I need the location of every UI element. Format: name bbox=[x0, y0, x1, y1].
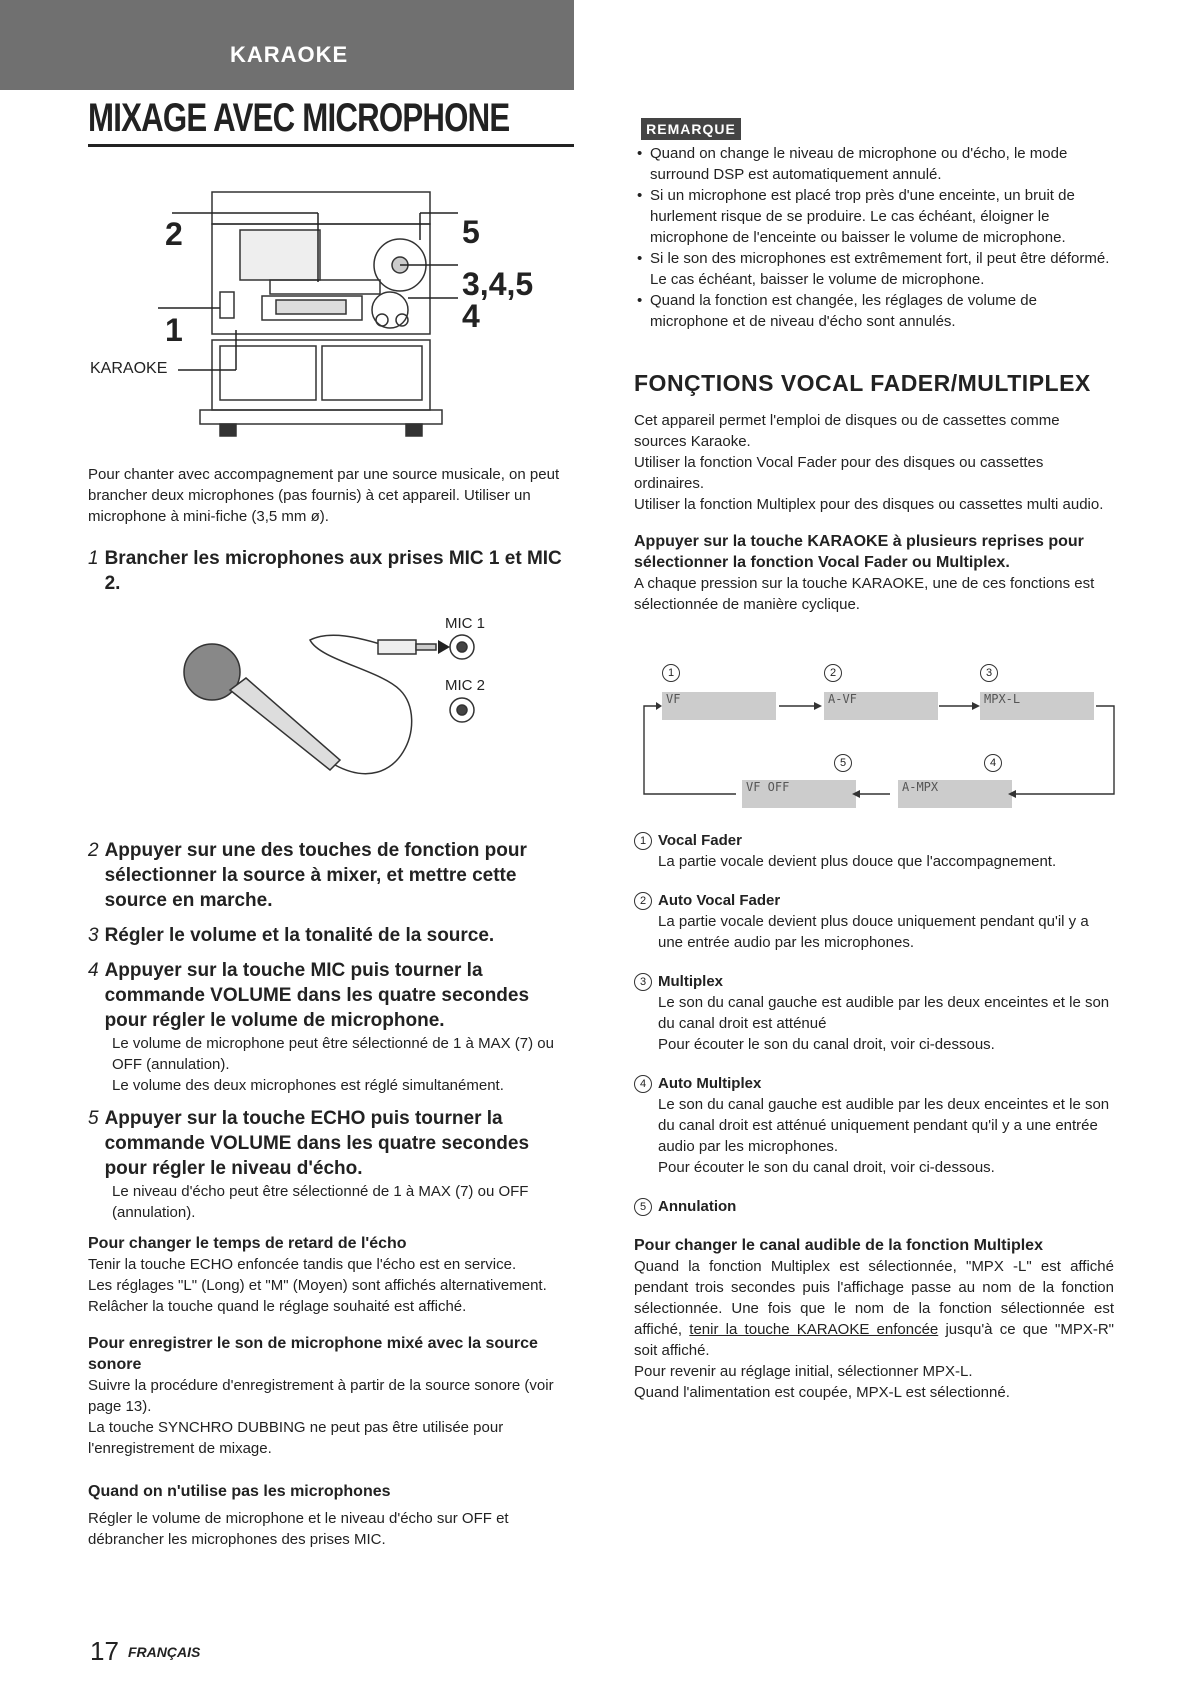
def-auto-multiplex bbox=[634, 1073, 1114, 1094]
page-number: 17 bbox=[90, 1636, 119, 1666]
def-label-5: Annulation bbox=[658, 1198, 737, 1215]
def-num-3: 3 bbox=[634, 973, 652, 991]
remarque-item: • Quand la fonction est changée, les réglages de volume de microphone et de niveau d'écho sont annulés. bbox=[634, 290, 1114, 332]
section-label: KARAOKE bbox=[230, 42, 349, 67]
vocal-intro-line-3: Utiliser la fonction Multiplex pour des disques ou cassettes multi audio. bbox=[634, 496, 1104, 513]
step-2-text: Appuyer sur une des touches de fonction pour sélectionner la source à mixer, et mettre cette source en marche. bbox=[104, 840, 527, 911]
display-a-mpx: A-MPX bbox=[898, 780, 1012, 808]
vocal-definitions bbox=[634, 830, 1114, 1403]
display-mpx-l: MPX-L bbox=[980, 692, 1094, 720]
step-4-note-1: Le volume de microphone peut être sélectionné de 1 à MAX (7) ou OFF (annulation). bbox=[112, 1035, 554, 1073]
mic1-label: MIC 1 bbox=[445, 615, 486, 632]
def-label-3: Multiplex bbox=[658, 973, 724, 990]
def-text-3a: Le son du canal gauche est audible par les deux enceintes et le son du canal droit est atténué bbox=[658, 994, 1110, 1032]
no-mic-title: Quand on n'utilise pas les microphones bbox=[88, 1483, 391, 1500]
def-annulation bbox=[634, 1196, 1114, 1217]
echo-delay-line-1: Tenir la touche ECHO enfoncée tandis que l'écho est en service. bbox=[88, 1256, 517, 1273]
vocal-section-title: FONÇTIONS VOCAL FADER/MULTIPLEX bbox=[634, 370, 1091, 396]
def-text-3b: Pour écouter le son du canal droit, voir ci-dessous. bbox=[658, 1036, 995, 1053]
step-4-note-2: Le volume des deux microphones est réglé simultanément. bbox=[112, 1077, 504, 1094]
step-1-number: 1 bbox=[88, 548, 99, 569]
echo-delay-line-2: Les réglages "L" (Long) et "M" (Moyen) sont affichés alternativement. Relâcher la touche quand le réglage souhaité est affiché. bbox=[88, 1277, 547, 1315]
remarque-list bbox=[634, 143, 1114, 332]
def-label-4: Auto Multiplex bbox=[658, 1075, 762, 1092]
cycle-num-1: 1 bbox=[662, 664, 680, 682]
remarque-badge: REMARQUE bbox=[641, 118, 741, 140]
step-4-number: 4 bbox=[88, 960, 99, 981]
callout-5: 5 bbox=[462, 214, 480, 250]
vocal-intro-line-1: Cet appareil permet l'emploi de disques ou de cassettes comme sources Karaoke. bbox=[634, 412, 1060, 450]
def-label-2: Auto Vocal Fader bbox=[658, 892, 781, 909]
title-divider bbox=[88, 144, 574, 147]
def-text-1: La partie vocale devient plus douce que l'accompagnement. bbox=[658, 853, 1057, 870]
cycle-num-4: 4 bbox=[984, 754, 1002, 772]
def-label-1: Vocal Fader bbox=[658, 832, 742, 849]
microphone-illustration bbox=[170, 630, 510, 800]
record-mix-line-2: La touche SYNCHRO DUBBING ne peut pas être utilisée pour l'enregistrement de mixage. bbox=[88, 1419, 504, 1457]
def-vocal-fader bbox=[634, 830, 1114, 851]
remarque-item: • Si le son des microphones est extrêmement fort, il peut être déformé. Le cas échéant, baisser le volume de microphone. bbox=[634, 248, 1114, 290]
step-1-text: Brancher les microphones aux prises MIC 1 et MIC 2. bbox=[104, 548, 562, 594]
callout-1: 1 bbox=[165, 312, 183, 348]
echo-delay-title: Pour changer le temps de retard de l'écho bbox=[88, 1235, 407, 1252]
step-5-text: Appuyer sur la touche ECHO puis tourner la commande VOLUME dans les quatre secondes pour régler le niveau d'écho. bbox=[104, 1108, 530, 1179]
def-text-4b: Pour écouter le son du canal droit, voir ci-dessous. bbox=[658, 1159, 995, 1176]
def-num-4: 4 bbox=[634, 1075, 652, 1093]
device-illustration bbox=[90, 180, 550, 450]
def-text-2: La partie vocale devient plus douce uniquement pendant qu'il y a une entrée audio par les microphones. bbox=[658, 913, 1089, 951]
step-5 bbox=[88, 1106, 574, 1181]
change-text-underlined: tenir la touche KARAOKE enfoncée bbox=[689, 1321, 939, 1338]
cycle-num-5: 5 bbox=[834, 754, 852, 772]
vocal-intro-line-2: Utiliser la fonction Vocal Fader pour des disques ou cassettes ordinaires. bbox=[634, 454, 1044, 492]
vocal-instruction: Appuyer sur la touche KARAOKE à plusieurs reprises pour sélectionner la fonction Vocal Fader ou Multiplex. bbox=[634, 533, 1084, 571]
def-text-4a: Le son du canal gauche est audible par les deux enceintes et le son du canal droit est atténué uniquement pendant qu'il y a une entrée audio par les microphones. bbox=[658, 1096, 1110, 1155]
step-2 bbox=[88, 838, 574, 913]
remarque-item: • Quand on change le niveau de microphone ou d'écho, le mode surround DSP est automatiquement annulé. bbox=[634, 143, 1114, 185]
vocal-instruction-note: A chaque pression sur la touche KARAOKE, une de ces fonctions est sélectionnée de manière cyclique. bbox=[634, 575, 1095, 613]
page-title: MIXAGE AVEC MICROPHONE bbox=[88, 96, 510, 140]
step-3 bbox=[88, 923, 574, 948]
language-label: FRANÇAIS bbox=[128, 1644, 201, 1660]
step-1 bbox=[88, 546, 574, 596]
step-3-text: Régler le volume et la tonalité de la source. bbox=[104, 925, 495, 946]
display-vf-off: VF OFF bbox=[742, 780, 856, 808]
change-line-1: Pour revenir au réglage initial, sélectionner MPX-L. bbox=[634, 1363, 973, 1380]
step-2-number: 2 bbox=[88, 840, 99, 861]
callout-4: 4 bbox=[462, 298, 480, 334]
karaoke-label: KARAOKE bbox=[90, 360, 168, 377]
change-text-before: Quand la fonction Multiplex est sélectionnée, "MPX -L" est affiché pendant trois secondes puis l'affichage passe au nom de la fonction sélectionnée. Une fois que le nom de la fonction sélectionnée est affiché, bbox=[634, 1258, 1114, 1338]
karaoke-cycle-diagram bbox=[634, 664, 1134, 814]
no-mic-line-1: Régler le volume de microphone et le niveau d'écho sur OFF et débrancher les microphones des prises MIC. bbox=[88, 1510, 509, 1548]
display-a-vf: A-VF bbox=[824, 692, 938, 720]
change-text-after: jusqu'à ce que "MPX-R" soit affiché. bbox=[634, 1321, 1114, 1359]
step-4-text: Appuyer sur la touche MIC puis tourner la commande VOLUME dans les quatre secondes pour régler le volume de microphone. bbox=[104, 960, 530, 1031]
def-multiplex bbox=[634, 971, 1114, 992]
record-mix-title: Pour enregistrer le son de microphone mixé avec la source sonore bbox=[88, 1335, 538, 1373]
step-5-note-1: Le niveau d'écho peut être sélectionné de 1 à MAX (7) ou OFF (annulation). bbox=[112, 1183, 529, 1221]
step-3-number: 3 bbox=[88, 925, 99, 946]
callout-3-4-5: 3,4,5 bbox=[462, 266, 534, 302]
cycle-num-2: 2 bbox=[824, 664, 842, 682]
def-auto-vocal-fader bbox=[634, 890, 1114, 911]
callout-2: 2 bbox=[165, 216, 183, 252]
def-num-1: 1 bbox=[634, 832, 652, 850]
step-5-number: 5 bbox=[88, 1108, 99, 1129]
cycle-arrows bbox=[634, 664, 1134, 814]
def-num-5: 5 bbox=[634, 1198, 652, 1216]
cycle-num-3: 3 bbox=[980, 664, 998, 682]
remarque-item: • Si un microphone est placé trop près d'une enceinte, un bruit de hurlement risque de se produire. Le cas échéant, éloigner le microphone de l'enceinte ou baisser le volume de microphone. bbox=[634, 185, 1114, 248]
vocal-intro bbox=[634, 410, 1114, 615]
change-channel-text bbox=[634, 1256, 1114, 1361]
steps-list bbox=[88, 838, 574, 1550]
step-4 bbox=[88, 958, 574, 1033]
change-line-2: Quand l'alimentation est coupée, MPX-L est sélectionné. bbox=[634, 1384, 1010, 1401]
intro-text: Pour chanter avec accompagnement par une source musicale, on peut brancher deux microphones (pas fournis) à cet appareil. Utiliser un microphone à mini-fiche (3,5 mm ø). bbox=[88, 466, 560, 525]
display-vf: VF bbox=[662, 692, 776, 720]
record-mix-line-1: Suivre la procédure d'enregistrement à partir de la source sonore (voir page 13). bbox=[88, 1377, 554, 1415]
change-channel-title: Pour changer le canal audible de la fonction Multiplex bbox=[634, 1237, 1043, 1254]
mic2-label: MIC 2 bbox=[445, 677, 486, 694]
def-num-2: 2 bbox=[634, 892, 652, 910]
